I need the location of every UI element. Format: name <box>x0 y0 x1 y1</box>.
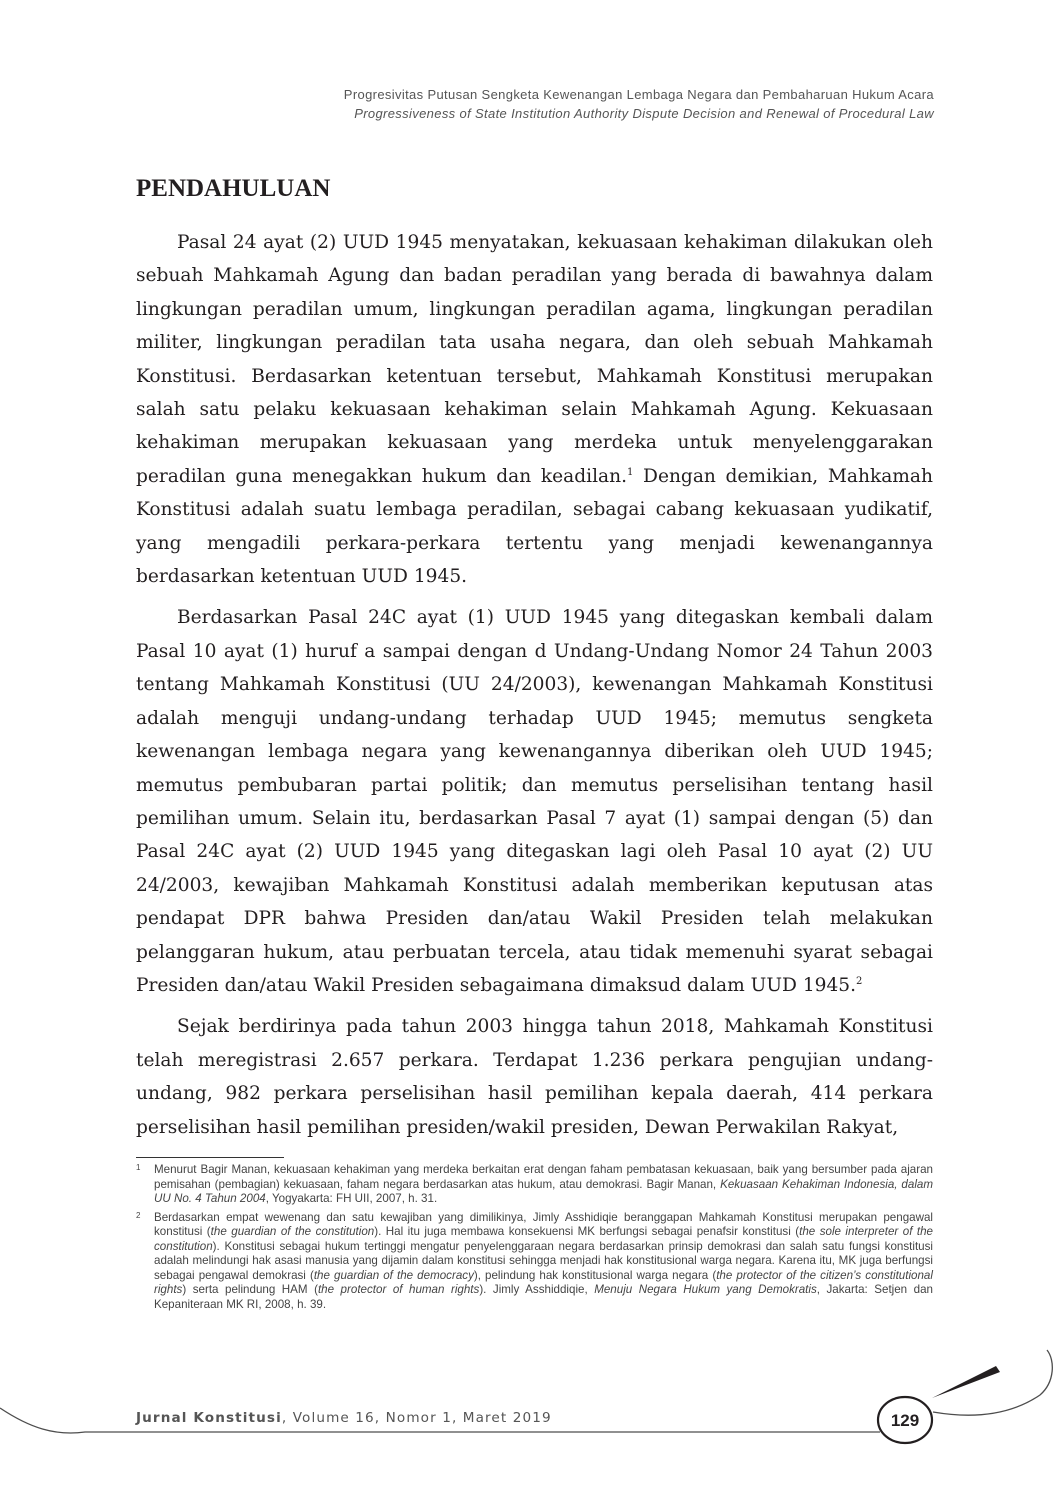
footnote-text: ) serta pelindung HAM ( <box>182 1283 318 1296</box>
footnote-ref-2[interactable]: 2 <box>856 975 863 987</box>
paragraph-1-text: Pasal 24 ayat (2) UUD 1945 menyatakan, kekuasaan kehakiman dilakukan oleh sebuah Mahkamah Agung dan badan peradilan yang berada di bawahnya dalam lingkungan peradilan umum, lingkungan peradilan agama, lingkungan peradilan militer, lingkungan peradilan tata usaha negara, dan oleh sebuah Mahkamah Konstitusi. Berdasarkan ketentuan tersebut, Mahkamah Konstitusi merupakan salah satu pelaku kekuasaan kehakiman selain Mahkamah Agung. Kekuasaan kehakiman merupakan kekuasaan yang merdeka untuk menyelenggarakan peradilan guna menegakkan hukum dan keadilan. <box>136 232 933 487</box>
footnote-italic: the protector of the citizen’s constitutional rights <box>154 1268 933 1296</box>
paragraph-1-text-cont: Dengan demikian, Mahkamah Konstitusi adalah suatu lembaga peradilan, sebagai cabang kekuasaan yudikatif, yang mengadili perkara-perkara tertentu yang menjadi kewenangannya berdasarkan ketentuan UUD 1945. <box>136 465 933 588</box>
page-number: 129 <box>890 1411 920 1430</box>
journal-name: Jurnal Konstitusi <box>136 1410 282 1426</box>
section-title: PENDAHULUAN <box>136 175 331 202</box>
paragraph-2-text: Berdasarkan Pasal 24C ayat (1) UUD 1945 yang ditegaskan kembali dalam Pasal 10 ayat (1) huruf a sampai dengan d Undang-Undang Nomor 24 Tahun 2003 tentang Mahkamah Konstitusi (UU 24/2003), kewenangan Mahkamah Konstitusi adalah menguji undang-undang terhadap UUD 1945; memutus sengketa kewenangan lembaga negara yang kewenangannya diberikan oleh UUD 1945; memutus pembubaran partai politik; dan memutus perselisihan tentang hasil pemilihan umum. Selain itu, berdasarkan Pasal 7 ayat (1) sampai dengan (5) dan Pasal 24C ayat (2) UUD 1945 yang ditegaskan lagi oleh Pasal 10 ayat (2) UU 24/2003, kewajiban Mahkamah Konstitusi adalah memberikan keputusan atas pendapat DPR bahwa Presiden dan/atau Wakil Presiden telah melakukan pelanggaran hukum, atau perbuatan tercela, atau tidak memenuhi syarat sebagai Presiden dan/atau Wakil Presiden sebagaimana dimaksud dalam UUD 1945. <box>136 607 933 996</box>
footnote-italic: the sole interpreter of the constitution <box>154 1225 933 1253</box>
running-head-title-en: Progressiveness of State Institution Authority Dispute Decision and Renewal of Procedural Law <box>354 106 934 121</box>
footnote-text: Menurut Bagir Manan, kekuasaan kehakiman yang merdeka berkaitan erat dengan faham pembatasan kekuasaan, baik yang bersumber pada ajaran pemisahan (pembagian) kekuasaan, faham negara berdasarkan atas hukum, atau demokrasi. Bagir Manan, <box>154 1163 933 1191</box>
running-head-title-id: Progresivitas Putusan Sengketa Kewenangan Lembaga Negara dan Pembaharuan Hukum Acara <box>343 87 934 102</box>
paragraph-3-text: Sejak berdirinya pada tahun 2003 hingga tahun 2018, Mahkamah Konstitusi telah meregistrasi 2.657 perkara. Terdapat 1.236 perkara pengujian undang-undang, 982 perkara perselisihan hasil pemilihan kepala daerah, 414 perkara perselisihan hasil pemilihan presiden/wakil presiden, Dewan Perwakilan Rakyat, <box>136 1016 933 1138</box>
footnote-number: 1 <box>136 1163 141 1172</box>
footnote-italic: the protector of human rights <box>317 1283 480 1296</box>
footnote-number: 2 <box>136 1210 141 1220</box>
footnote-citation-title: Kekuasaan Kehakiman Indonesia, dalam UU No. 4 Tahun 2004 <box>154 1177 934 1205</box>
footnote-text: Berdasarkan empat wewenang dan satu kewajiban yang dimilikinya, Jimly Asshidiqie beranggapan Mahkamah Konstitusi merupakan pengawal konstitusi ( <box>154 1210 933 1238</box>
footer-citation <box>136 1410 552 1426</box>
footnote-italic: the guardian of the democracy <box>313 1268 474 1282</box>
journal-issue: , Volume 16, Nomor 1, Maret 2019 <box>281 1410 552 1426</box>
footnote-text: ). Hal itu juga membawa konsekuensi MK berfungsi sebagai penafsir konstitusi ( <box>374 1225 800 1238</box>
footnote-italic: the guardian of the constitution <box>210 1225 375 1238</box>
footnote-text: , Jakarta: Setjen dan Kepaniteraan MK RI, 2008, h. 39. <box>154 1283 933 1311</box>
footnote-text: , Yogyakarta: FH UII, 2007, h. 31. <box>265 1192 438 1205</box>
footnote-citation-title: Menuju Negara Hukum yang Demokratis <box>594 1283 817 1296</box>
footnote-text: ). Konstitusi sebagai hukum tertinggi mengatur penyelenggaraan negara berdasarkan prinsip demokrasi dan salah satu fungsi konstitusi adalah melindungi hak asasi manusia yang dijamin dalam konstitusi sehingga menjadi hak konstitusional warga negara. Karena itu, MK juga berfungsi sebagai pengawal demokrasi ( <box>154 1239 933 1282</box>
footnote-text: ). Jimly Asshiddiqie, <box>479 1283 595 1296</box>
footnote-ref-1[interactable]: 1 <box>627 466 634 478</box>
footnote-text: ), pelindung hak konstitusional warga negara ( <box>473 1268 717 1282</box>
